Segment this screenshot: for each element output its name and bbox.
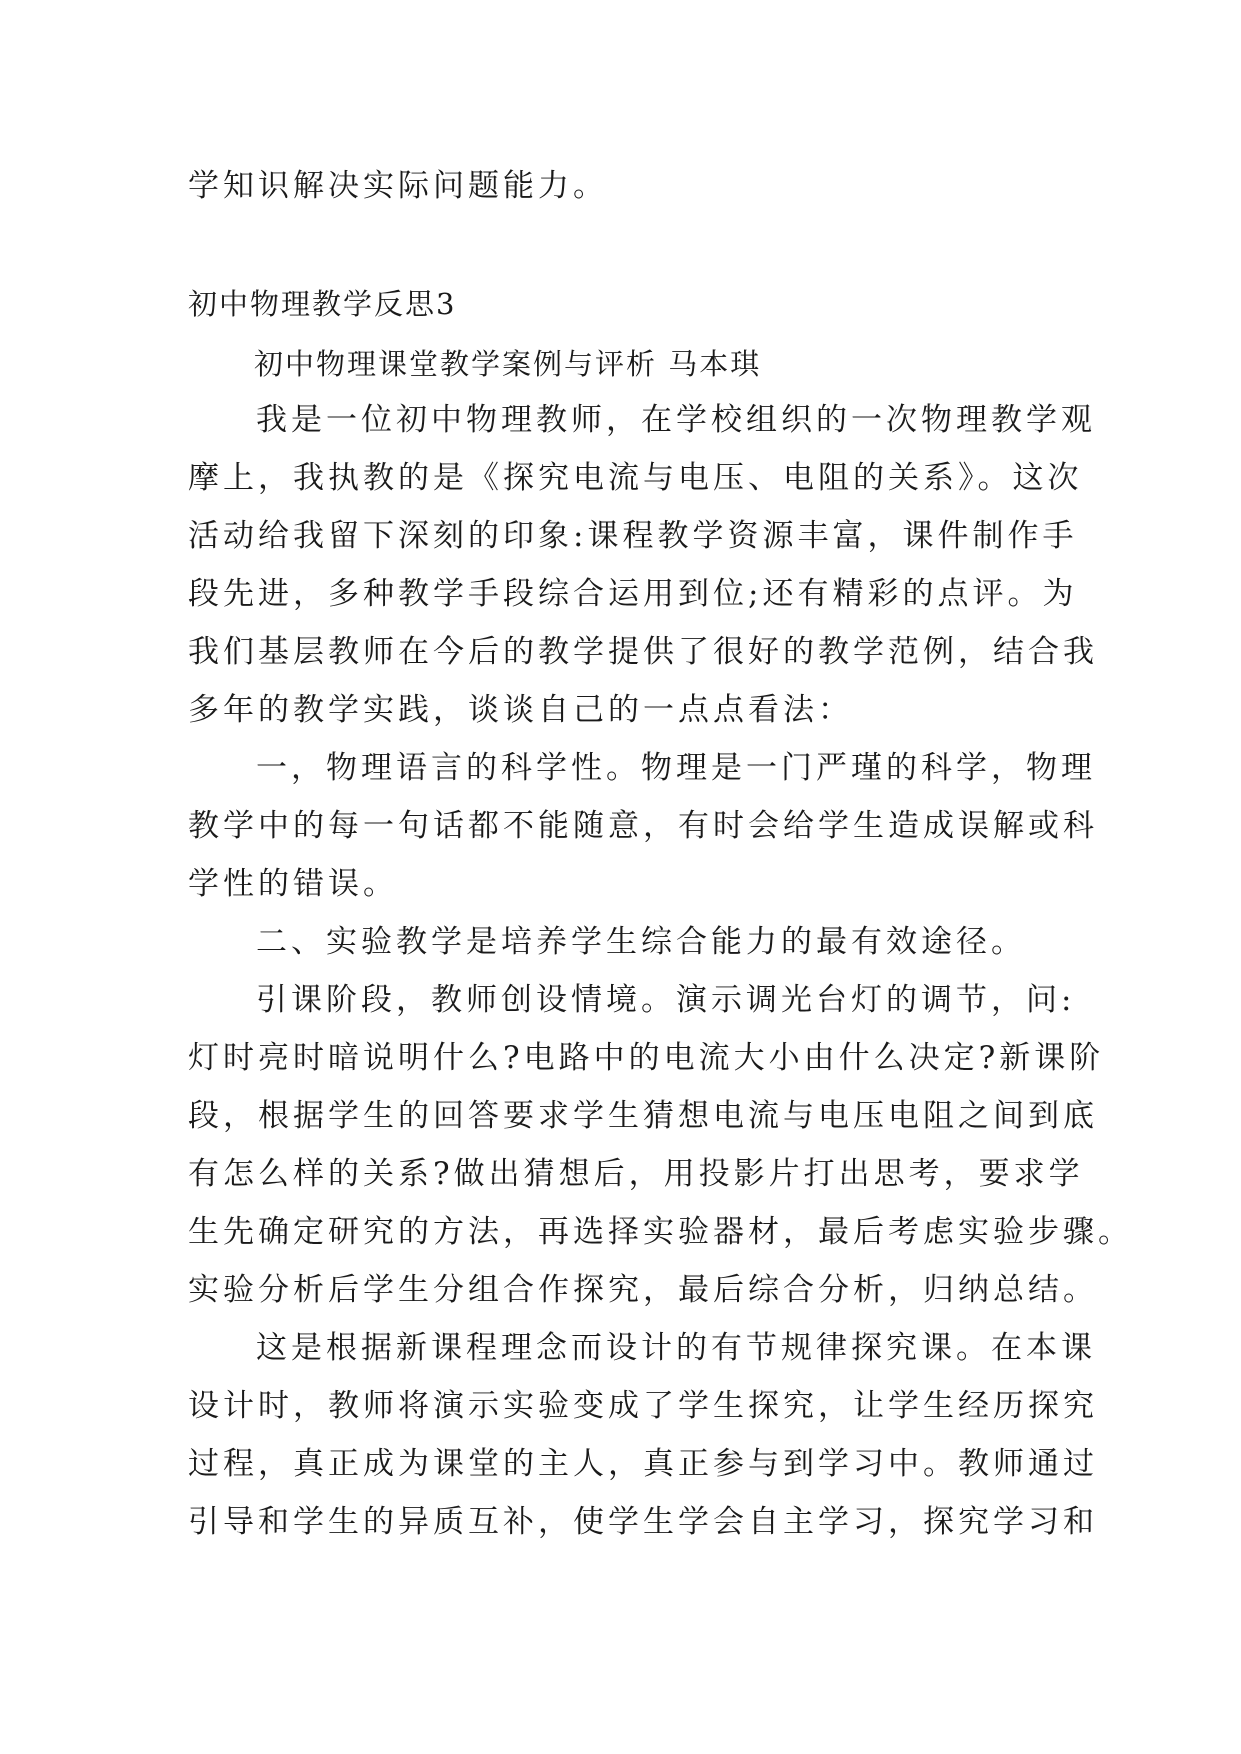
paragraph-line: 二、实验教学是培养学生综合能力的最有效途径。: [256, 924, 1026, 960]
paragraph-line: 一，物理语言的科学性。物理是一门严瑾的科学，物理: [256, 750, 1096, 786]
article-subtitle: 初中物理课堂教学案例与评析 马本琪: [254, 347, 762, 381]
paragraph-line: 摩上，我执教的是《探究电流与电压、电阻的关系》。这次: [188, 460, 1083, 496]
intro-tail-line: 学知识解决实际问题能力。: [188, 168, 608, 204]
paragraph-line: 活动给我留下深刻的印象:课程教学资源丰富，课件制作手: [188, 518, 1078, 554]
paragraph-line: 过程，真正成为课堂的主人，真正参与到学习中。教师通过: [188, 1446, 1098, 1482]
paragraph-line: 我们基层教师在今后的教学提供了很好的教学范例，结合我: [188, 634, 1098, 670]
paragraph-line: 这是根据新课程理念而设计的有节规律探究课。在本课: [256, 1330, 1096, 1366]
paragraph-line: 有怎么样的关系?做出猜想后，用投影片打出思考，要求学: [188, 1156, 1084, 1192]
paragraph-line: 我是一位初中物理教师，在学校组织的一次物理教学观: [256, 402, 1096, 438]
paragraph-line: 生先确定研究的方法，再选择实验器材，最后考虑实验步骤。: [188, 1214, 1133, 1250]
paragraph-line: 段先进，多种教学手段综合运用到位;还有精彩的点评。为: [188, 576, 1078, 612]
paragraph-line: 灯时亮时暗说明什么?电路中的电流大小由什么决定?新课阶: [188, 1040, 1105, 1076]
paragraph-line: 段，根据学生的回答要求学生猜想电流与电压电阻之间到底: [188, 1098, 1098, 1134]
paragraph-line: 教学中的每一句话都不能随意，有时会给学生造成误解或科: [188, 808, 1098, 844]
paragraph-line: 设计时，教师将演示实验变成了学生探究，让学生经历探究: [188, 1388, 1098, 1424]
paragraph-line: 多年的教学实践，谈谈自己的一点点看法：: [188, 692, 853, 728]
paragraph-line: 引导和学生的异质互补，使学生学会自主学习，探究学习和: [188, 1504, 1098, 1540]
paragraph-line: 引课阶段，教师创设情境。演示调光台灯的调节，问:: [256, 982, 1076, 1018]
paragraph-line: 实验分析后学生分组合作探究，最后综合分析，归纳总结。: [188, 1272, 1098, 1308]
section-heading: 初中物理教学反思3: [188, 287, 457, 321]
paragraph-line: 学性的错误。: [188, 866, 398, 902]
